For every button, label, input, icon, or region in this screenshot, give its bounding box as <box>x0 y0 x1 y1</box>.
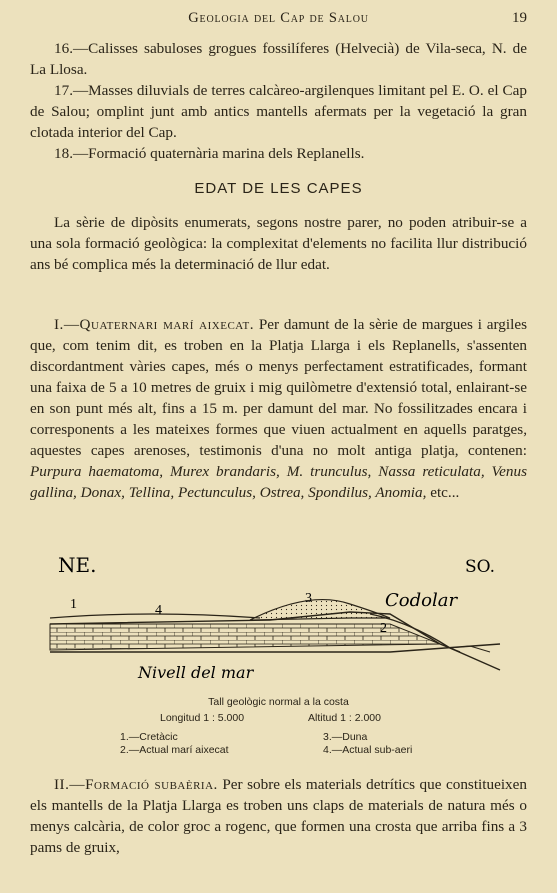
item-18: 18.—Formació quaternària marina dels Replanells. <box>54 145 365 162</box>
label-sea-level: Nivell del mar <box>138 663 254 682</box>
item-17: 17.—Masses diluvials de terres calcàreo-argilenques limitant pel E. O. el Cap de Salou; omplint junt amb antics mantells afermats per la vegetació la gran clotada interior del Cap. <box>30 82 527 141</box>
part2-paragraph <box>30 774 527 858</box>
legend-3: 3.—Duna <box>323 731 368 743</box>
part1-lead: I.—Quaternari marí aixecat. <box>54 316 255 333</box>
part1-paragraph <box>30 314 527 503</box>
item-16: 16.—Calisses sabuloses grogues fossilíferes (Helvecià) de Vila-seca, N. de La Llosa. <box>30 40 527 78</box>
scale-longitud: Longitud 1 : 5.000 <box>160 712 245 724</box>
figure-caption: Tall geològic normal a la costa <box>208 696 349 708</box>
label-codolar: Codolar <box>385 590 458 611</box>
label-2: 2 <box>380 621 387 636</box>
geological-section-figure <box>30 552 527 692</box>
running-title: Geologia del Cap de Salou <box>188 10 369 26</box>
part2-text: Per sobre els materials detrítics que constitueixen els mantells de la Platja Llarga es troben uns claps de materials de natura més o menys calcària, de color groc a rogenc, que formen una crosta que arriba fins a 3 pams de gruix, <box>30 776 527 856</box>
dune-layer <box>250 600 390 620</box>
label-4: 4 <box>155 603 162 618</box>
part2-lead: II.—Formació subaèria. <box>54 776 218 793</box>
label-3: 3 <box>305 591 312 606</box>
label-ne: NE. <box>58 553 97 577</box>
part1-species: Purpura haematoma, Murex brandaris, M. trunculus, Nassa reticulata, Venus gallina, Donax, Tellina, Pectunculus, Ostrea, Spondilus, Anomia, <box>30 463 527 501</box>
intro-paragraph: La sèrie de dipòsits enumerats, segons nostre parer, no poden atribuir-se a una sola formació geològica: la complexitat d'elements no facilita llur distribució ans bé complica més la determinació de llur edat. <box>30 214 527 273</box>
section-title: EDAT DE LES CAPES <box>194 180 363 197</box>
label-1: 1 <box>70 597 77 612</box>
legend-4: 4.—Actual sub-aeri <box>323 744 413 756</box>
label-so: SO. <box>465 557 495 577</box>
part1-text: Per damunt de la sèrie de margues i argiles que, com tenim dit, es troben en la Platja Llarga i els Replanells, s'assenten discordantment vàries capes, més o menys perfectament estratificades, formant una faixa de 5 a 10 metres de gruix i mig quilòmetre d'extensió total, enlairant-se en son punt més alt, fins a 15 m. per damunt del mar. No fossilitzades encara i corresponents a les mateixes formes que viuen actualment en aquells paratges, aquestes capes arenoses, testimonis d'una no molt antiga platja, contenen: <box>30 316 527 459</box>
legend-1: 1.—Cretàcic <box>120 731 178 743</box>
scale-altitud: Altitud 1 : 2.000 <box>308 712 381 724</box>
page-header <box>0 8 557 30</box>
page-number: 19 <box>512 10 527 26</box>
legend-2: 2.—Actual marí aixecat <box>120 744 229 756</box>
part1-tail: etc... <box>426 484 460 501</box>
